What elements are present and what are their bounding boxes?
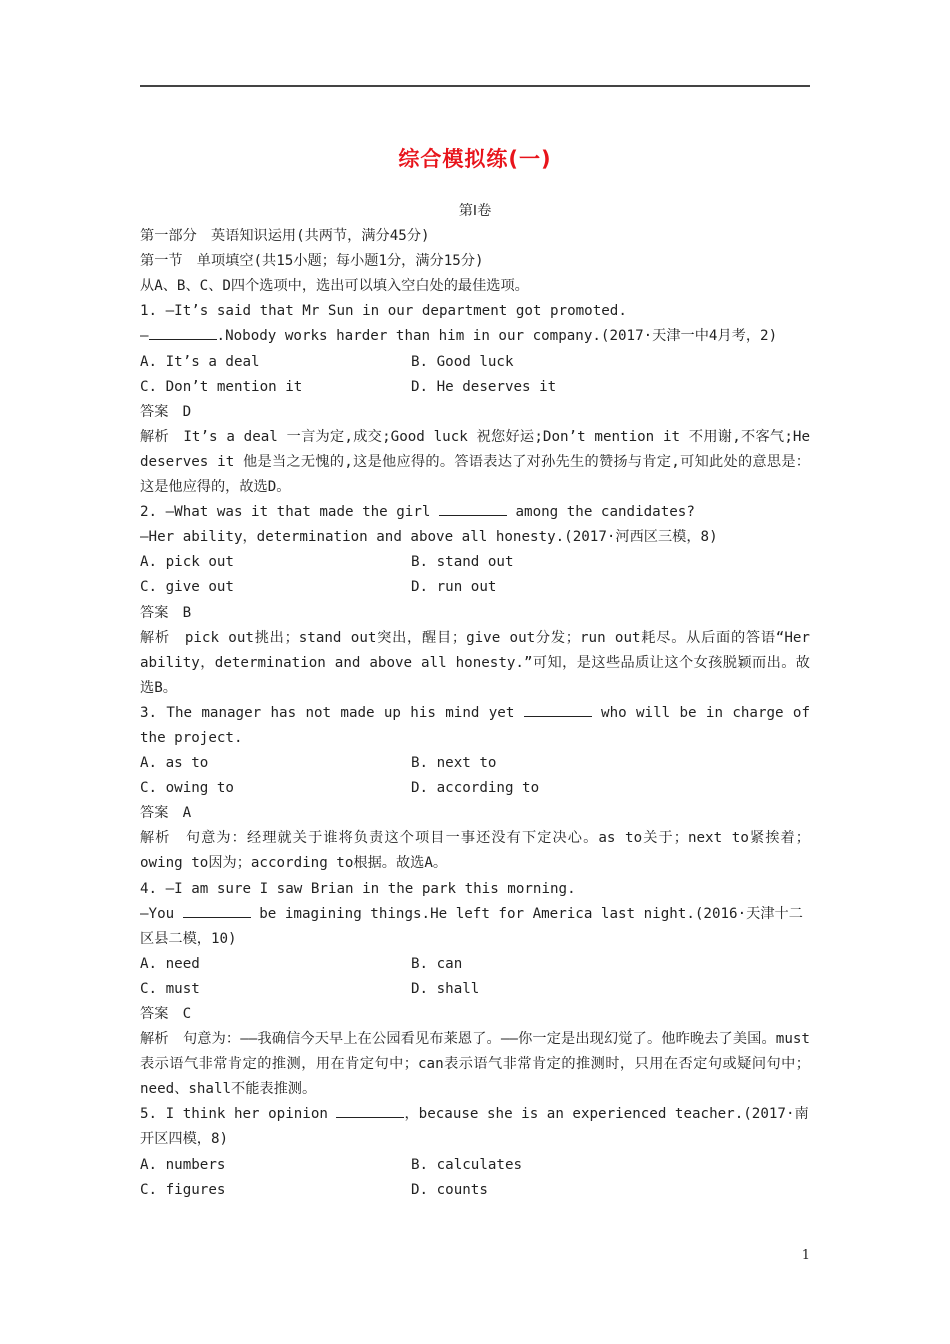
- question-stem-2: — .Nobody works harder than him in our company.(2017·天津一中4月考，2): [140, 324, 810, 349]
- option-a: A. need: [140, 955, 200, 972]
- answer-blank: [336, 1103, 404, 1118]
- analysis: 解析 It’s a deal 一言为定,成交;Good luck 祝您好运;Don’t mention it 不用谢,不客气;He deserves it 他是当之无愧的,这是他应得的。答语表达了对孙先生的赞扬与肯定,可知此处的意思是：这是他应得的，故选D。: [140, 428, 819, 496]
- answer-value: C: [182, 1006, 192, 1022]
- options-row: [140, 575, 810, 600]
- analysis: 解析 句意为：——我确信今天早上在公园看见布莱恩了。——你一定是出现幻觉了。他昨晚去了美国。must表示语气非常肯定的推测，用在肯定句中；can表示语气非常肯定的推测时，只用在否定句或疑问句中；need、shall不能表推测。: [140, 1031, 810, 1098]
- question-3: [140, 701, 819, 877]
- options-row: [140, 550, 810, 575]
- question-5: [140, 1102, 810, 1202]
- answer-value: A: [182, 805, 192, 822]
- answer-line: 答案 C: [140, 1006, 192, 1022]
- page-title: 综合模拟练(一): [398, 147, 552, 171]
- question-stem-2: —You be imagining things.He left for America last night.(2016·天津十二区县二模，10): [140, 902, 810, 952]
- answer-blank: [524, 702, 592, 717]
- question-stem: 2. —What was it that made the girl among the candidates?: [140, 500, 810, 525]
- answer-line: 答案 D: [140, 403, 192, 420]
- option-a: A. pick out: [140, 554, 234, 571]
- question-stem-2: —Her ability，determination and above all honesty.(2017·河西区三模，8): [140, 529, 718, 546]
- question-stem: 1. —It’s said that Mr Sun in our department got promoted.: [140, 303, 627, 320]
- document-body: [140, 199, 819, 1203]
- answer-line: 答案 A: [140, 805, 192, 822]
- option-a: A. as to: [140, 755, 209, 772]
- section-heading: 第一节 单项填空(共15小题；每小题1分，满分15分): [140, 253, 484, 270]
- options-row: [140, 977, 810, 1002]
- option-d: D. run out: [411, 579, 497, 596]
- volume-heading: 第Ⅰ卷: [458, 203, 492, 219]
- option-b: B. next to: [411, 755, 497, 772]
- option-b: B. can: [411, 955, 463, 972]
- option-d: D. He deserves it: [411, 378, 557, 395]
- option-b: B. calculates: [411, 1156, 523, 1173]
- options-row: [140, 776, 810, 801]
- option-b: B. stand out: [411, 554, 514, 571]
- question-stem: 4. —I am sure I saw Brian in the park this morning.: [140, 880, 576, 897]
- answer-value: B: [182, 604, 192, 621]
- analysis: 解析 句意为：经理就关于谁将负责这个项目一事还没有下定决心。as to关于；next to紧挨着；owing to因为；according to根据。故选A。: [140, 830, 810, 872]
- analysis: 解析 pick out挑出；stand out突出，醒目；give out分发；run out耗尽。从后面的答语“Her ability，determination and above all honesty.”可知，是这些品质让这个女孩脱颖而出。故选B。: [140, 629, 819, 696]
- answer-blank: [439, 501, 507, 516]
- question-stem: 5. I think her opinion ，because she is an experienced teacher.(2017·南开区四模，8): [140, 1102, 810, 1152]
- options-row: [140, 1153, 810, 1178]
- option-a: A. numbers: [140, 1156, 226, 1173]
- option-c: C. Don’t mention it: [140, 378, 303, 395]
- header-rule: [140, 85, 810, 87]
- option-c: C. owing to: [140, 780, 234, 797]
- options-row: [140, 1178, 810, 1203]
- option-c: C. give out: [140, 579, 234, 596]
- question-stem: 3. The manager has not made up his mind yet who will be in charge of the project.: [140, 701, 810, 751]
- options-row: [140, 375, 810, 400]
- answer-blank: [149, 325, 217, 340]
- options-row: [140, 751, 810, 776]
- option-d: D. shall: [411, 980, 480, 997]
- part-heading: 第一部分 英语知识运用(共两节，满分45分): [140, 228, 430, 245]
- options-row: [140, 350, 810, 375]
- answer-blank: [183, 903, 251, 918]
- answer-value: D: [182, 403, 192, 420]
- option-d: D. counts: [411, 1181, 488, 1198]
- question-4: [140, 877, 810, 1103]
- answer-line: 答案 B: [140, 604, 192, 621]
- option-b: B. Good luck: [411, 353, 514, 370]
- instructions: 从A、B、C、D四个选项中，选出可以填入空白处的最佳选项。: [140, 278, 529, 295]
- question-1: [140, 299, 819, 500]
- page-number: 1: [801, 1248, 810, 1263]
- option-d: D. according to: [411, 780, 540, 797]
- option-a: A. It’s a deal: [140, 353, 260, 370]
- option-c: C. figures: [140, 1181, 226, 1198]
- option-c: C. must: [140, 980, 200, 997]
- options-row: [140, 952, 810, 977]
- question-2: [140, 500, 819, 701]
